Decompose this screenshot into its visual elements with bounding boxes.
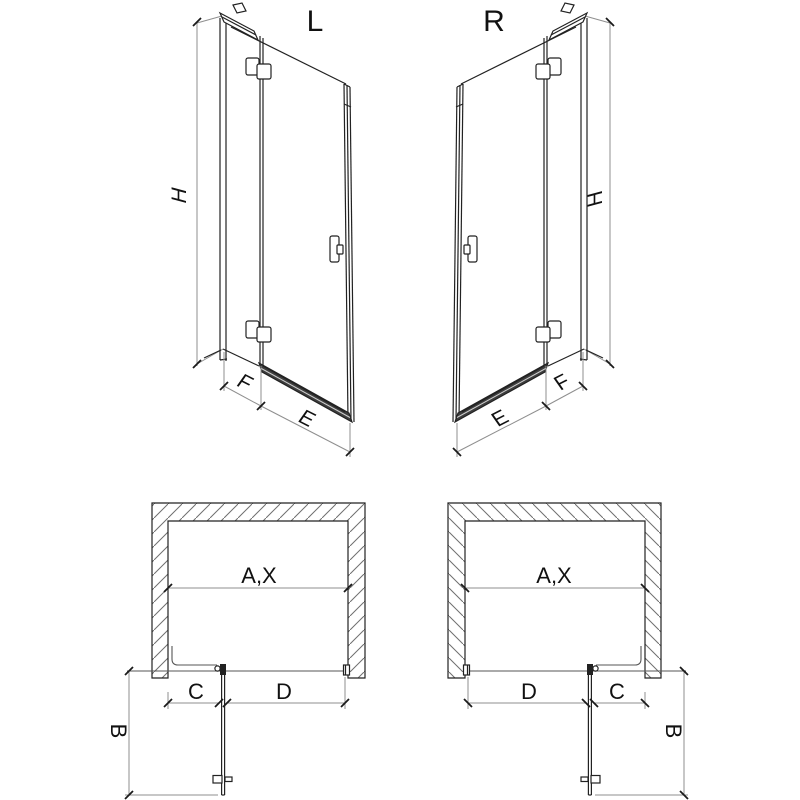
right-opening-dimension-label: A,X	[536, 563, 572, 588]
left-swing-depth-dimension-label: B	[106, 723, 131, 739]
left-height-dimension-label: H	[167, 184, 191, 206]
left-variant-title: L	[306, 5, 324, 38]
left-opening-dimension-label: A,X	[241, 563, 277, 588]
right-plan-drawing	[448, 503, 688, 799]
left-wall-segment-dimension-label: C	[188, 679, 204, 704]
left-plan-drawing	[125, 503, 365, 799]
right-elevation-drawing	[453, 3, 614, 457]
right-door-segment-dimension-label: D	[521, 679, 537, 704]
right-door-width-dimension-label: E	[487, 406, 514, 432]
left-elevation-drawing	[193, 3, 354, 457]
right-height-dimension-label: H	[583, 188, 607, 210]
right-wall-segment-dimension-label: C	[609, 679, 625, 704]
right-panel-width-dimension-label: F	[549, 370, 575, 396]
right-variant-title: R	[483, 5, 505, 38]
right-swing-depth-dimension-label: B	[661, 723, 686, 739]
left-panel-width-dimension-label: F	[232, 370, 258, 396]
left-door-segment-dimension-label: D	[276, 679, 292, 704]
left-door-width-dimension-label: E	[293, 406, 320, 432]
